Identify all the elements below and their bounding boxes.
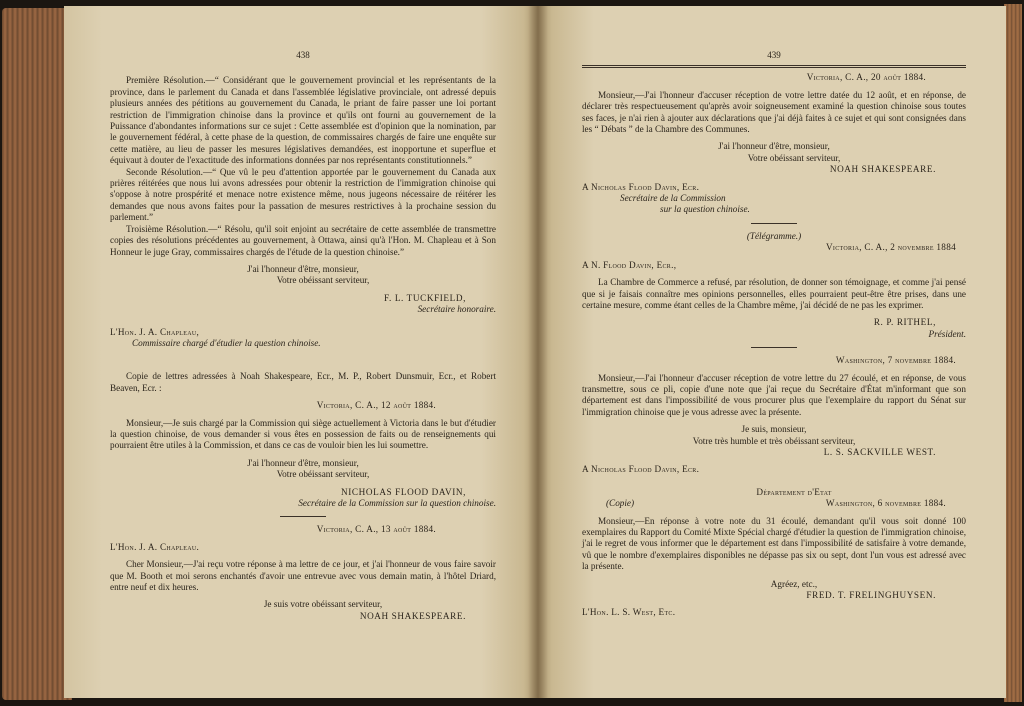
section-divider [280, 516, 326, 517]
department-heading: Département d'Etat [756, 486, 832, 497]
letter-body: Monsieur,—J'ai l'honneur d'accuser réception de votre lettre du 27 écoulé, et en réponse, de vous transmettre, sous ce pli, copie d'une note que j'ai reçue du Secrétaire d'État m'informant que son département est dans l'impossibilité de vous procurer plus que l'exemplaire du rapport du Sénat sur l'immigration chinoise que je vous adresse avec la présente. [582, 372, 966, 417]
addressee: A Nicholas Flood Davin, Ecr. [582, 464, 700, 475]
letter-body: Cher Monsieur,—J'ai reçu votre réponse à ma lettre de ce jour, et j'ai l'honneur de vous faire savoir que M. Booth et moi serons enchantés d'avoir une entrevue avec vous demain matin, à l'hôtel Driard, entre neuf et dix heures. [110, 559, 496, 593]
closing-line: Votre obéissant serviteur, [276, 469, 370, 480]
closing-line: Votre très humble et très obéissant serviteur, [692, 435, 856, 446]
signature: F. L. TUCKFIELD, [384, 292, 466, 303]
right-page [538, 6, 1006, 698]
letter-date: Washington, 7 novembre 1884. [835, 355, 956, 366]
closing-line: Je suis, monsieur, [741, 424, 807, 435]
copy-label: (Copie) [606, 498, 635, 509]
signature: L. S. SACKVILLE WEST. [823, 446, 936, 457]
closing-line: Votre obéissant serviteur, [747, 152, 841, 163]
addressee-title: Secrétaire de la Commission [620, 193, 726, 204]
closing-line: J'ai l'honneur d'être, monsieur, [247, 263, 359, 274]
signature: FRED. T. FRELINGHUYSEN. [806, 590, 936, 601]
header-rule [582, 65, 966, 68]
letter-body: Monsieur,—En réponse à votre note du 31 écoulé, demandant qu'il vous soit donné 100 exemplaires du Rapport du Comité Mixte Spécial chargé d'étudier la question de l'immigration chinoise, j'ai le regret de vous informer que le département est dans l'impossibilité de satisfaire à votre demande, vû que le nombre d'exemplaires disponibles ne dépasse pas six ou sept, dont l'un vous est adressé avec la présente. [582, 515, 966, 572]
left-page [64, 6, 538, 698]
signature: NICHOLAS FLOOD DAVIN, [341, 486, 466, 497]
letter-date: Victoria, C. A., 12 août 1884. [316, 400, 436, 411]
page-number: 439 [767, 50, 781, 60]
addressee-title: Commissaire chargé d'étudier la question chinoise. [132, 337, 321, 348]
page-number: 438 [296, 50, 310, 60]
section-divider [751, 347, 797, 348]
resolution-second: Seconde Résolution.—“ Que vû le peu d'attention apportée par le gouvernement du Canada aux prières réitérées que nous lui avons adressées pour obtenir la restriction de l'immigration chinoise qui s'oppose à notre prospérité et menace notre existence même, nous jugeons nécessaire de réitérer les demandes que nous avons faites pour la passation de mesures restrictives à la prochaine session du parlement.” [110, 166, 496, 223]
closing-line: Je suis votre obéissant serviteur, [263, 599, 383, 610]
page-edges-right [1004, 4, 1022, 702]
closing-line: J'ai l'honneur d'être, monsieur, [718, 141, 830, 152]
section-divider [751, 223, 797, 224]
signature-title: Secrétaire de la Commission sur la question chinoise. [298, 498, 496, 508]
signature: R. P. RITHEL, [873, 317, 936, 328]
page-edges-left [2, 8, 72, 700]
closing-line: J'ai l'honneur d'être, monsieur, [247, 457, 359, 468]
signature-title: Président. [928, 328, 966, 339]
resolution-first: Première Résolution.—“ Considérant que le gouvernement provincial et les représentants de la province, dans le parlement du Canada et dans l'assemblée législative provinciale, ont adressé depuis plusieurs années des pétitions au gouvernement du Canada, le priant de faire passer une loi portant restriction de l'immigration chinoise dans la province et qu'ils ont fourni au gouvernement de la Puissance d'abondantes informations sur ce sujet : Cette assemblée est d'opinion que la nomination, par le gouvernement fédéral, à cette phase de la question, de commissaires chargés de faire une enquête sur cette matière, au lieu de passer les mesures législatives demandées, est inopportune et superflue et équivaut à douter de l'exactitude des informations données par nos représentants constitutionnels.” [110, 75, 496, 166]
telegram-label: (Télégramme.) [746, 230, 802, 241]
addressee: L'Hon. L. S. West, Etc. [582, 607, 676, 618]
book-gutter [528, 6, 548, 698]
letter-body: Monsieur,—Je suis chargé par la Commission qui siège actuellement à Victoria dans le but d'étudier la question chinoise, de vous demander si vous êtes en possession de faits ou de renseignements qui pourraient être utiles à la Commission, et dans ce cas de vouloir bien les lui soumettre. [110, 417, 496, 451]
signature-title: Secrétaire honoraire. [417, 304, 496, 315]
addressee-title: sur la question chinoise. [660, 204, 750, 215]
resolution-third: Troisième Résolution.—“ Résolu, qu'il soit enjoint au secrétaire de cette assemblée de transmettre copies des résolutions précédentes au gouvernement, à Ottawa, ainsi qu'à l'Hon. M. Chapleau et à Son Honneur le juge Gray, commissaires chargés de l'étude de la question chinoise.” [110, 223, 496, 257]
addressee: L'Hon. J. A. Chapleau, [110, 326, 200, 337]
letter-date: Washington, 6 novembre 1884. [825, 498, 946, 509]
closing-line: Votre obéissant serviteur, [276, 275, 370, 286]
copy-date-row [582, 498, 966, 509]
addressee: L'Hon. J. A. Chapleau. [110, 541, 200, 552]
signature: NOAH SHAKESPEARE. [829, 164, 936, 175]
signature: NOAH SHAKESPEARE. [359, 610, 466, 621]
letter-body: Monsieur,—J'ai l'honneur d'accuser réception de votre lettre datée du 12 août, et en réponse, de déclarer très respectueusement qu'après avoir soigneusement examiné la question chinoise sous toutes ses faces, je n'ai rien à ajouter aux déclarations que j'ai déjà faites à ce sujet et qui sont consignées dans les “ Débats ” de la Chambre des Communes. [582, 89, 966, 135]
addressee: A Nicholas Flood Davin, Ecr. [582, 181, 700, 192]
closing-line: Agréez, etc., [770, 578, 818, 589]
letter-date: Victoria, C. A., 13 août 1884. [316, 524, 436, 535]
copy-intro: Copie de lettres adressées à Noah Shakespeare, Ecr., M. P., Robert Dunsmuir, Ecr., et Robert Beaven, Ecr. : [110, 371, 496, 393]
letter-body: La Chambre de Commerce a refusé, par résolution, de donner son témoignage, et comme j'ai pensé que si je faisais connaître mes opinions personnelles, elles pourraient peut-être être prises, dans une certaine mesure, comme étant celles de la Chambre même, j'ai décidé de ne pas les exprimer. [582, 277, 966, 310]
addressee: A N. Flood Davin, Ecr., [582, 259, 677, 270]
letter-date: Victoria, C. A., 2 novembre 1884 [825, 242, 956, 253]
letter-date: Victoria, C. A., 20 août 1884. [806, 72, 926, 83]
